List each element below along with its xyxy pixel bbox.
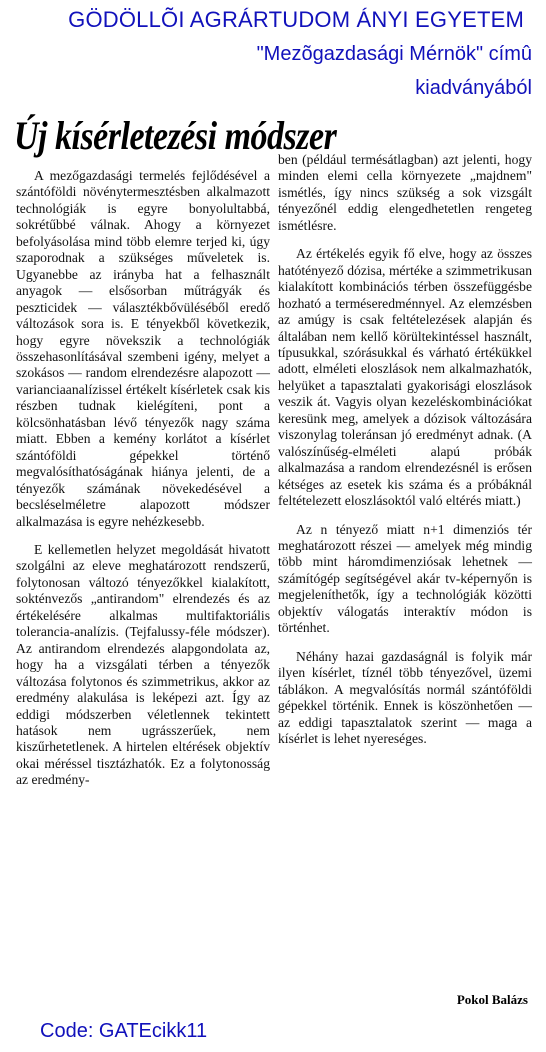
article-column-right (278, 152, 532, 747)
paragraph: E kellemetlen helyzet megoldását hivatott szolgálni az eleve meghatározott rendszerű, folytonosan változó tényezőkkel kialakított, sokténvezős „antirandom" elrendezés és az értékelésére alkalmas multifaktoriális tolerancia-analízis. (Tejfalussy-féle módszer). Az antirandom elrendezés alapgondolata az, hogy ha a vizsgálati térben a tényezők változása folytonos és szimmetrikus, akkor az eredmény alakulása is leképezi azt. Így az eddigi módszerben véletlennek tekintett hatások nem ugrásszerűek, nem kiszűrhetetlenek. A hirtelen eltérések objektív okai méréssel tisztázhatók. Ez a folytonosság az eredmény- (16, 541, 270, 788)
paragraph: A mezőgazdasági termelés fejlődésével a szántóföldi növénytermesztésben alkalmazott technológiák is egyre bonyolultabbá, sokrétűbbé válnak. Ahogy a környezet befolyásolása mind több elemre terjed ki, úgy szaporodnak a szükséges műveletek is. Ugyanebbe az irányba hat a felhasznált anyagok — elsősorban műtrágyák és peszticidek — választékbővüléséből eredő változások sora is. E tényekből következik, hogy egyre növekszik a technológiák összehasonlításával szembeni igény, melyet a szokásos — random elrendezésre alapozott — varianciaanalízissel értékelt kísérletek csak kis részben tudnak kielégíteni, pont a kölcsönhatásban lévő tényezők nagy száma miatt. Ebben a kemény korlátot a kísérlet szántóföldi gépekkel történő megvalósíthatóságának hiánya jelenti, de a tényezők számának növekedésével a becsléselméletre alapozott módszer alkalmazása is egyre nehézkesebb. (16, 168, 270, 529)
header-publication-title: "Mezõgazdasági Mérnök" címû (256, 43, 532, 65)
header-source-note: kiadványából (415, 77, 532, 99)
paragraph: Az értékelés egyik fő elve, hogy az összes hatótényező dózisa, mértéke a szimmetrikusan kialakított kombinációs térben összefüggésbe hozható a terméseredménnyel. Az elemzésben az amúgy is csak feltételezések alapján és általában nem kellő körültekintéssel használt, típusukkal, szórásukkal és várható értékükkel adott, elméleti eloszlások nem alkalmazhatók, helyüket a tapasztalati gyakorisági eloszlások veszik át. Vagyis olyan kezeléskombinációkat keresünk meg, amelyek a dózisok változására viszonylag toleránsan jó eredményt adnak. (A valószínűség-elméleti alapú próbák alkalmazása a random elrendezésnél is erősen kétséges az esetek kis száma és a próbáknál feltételezett eloszlásoktól való eltérés miatt.) (278, 246, 532, 509)
author-signature: Pokol Balázs (456, 992, 528, 1007)
paragraph: ben (például termésátlagban) azt jelenti, hogy minden elemi cella környezete „majdnem" ismétlés, így nincs szükség a sok vizsgált tényezőnél eddig elengedhetetlen rengeteg ismétlésre. (278, 152, 532, 233)
paragraph: Néhány hazai gazdaságnál is folyik már ilyen kísérlet, tíznél több tényezővel, üzemi táblákon. A megvalósítás normál szántóföldi gépekkel történik. Ennek is köszönhetően — az eddigi tapasztalatok szerint — maga a kísérlet is lehet nyereséges. (278, 648, 532, 746)
article-title: Új kísérletezési módszer (14, 114, 337, 159)
article-column-left (16, 168, 270, 789)
document-code: Code: GATEcikk11 (40, 1020, 208, 1042)
header-university-name: GÖDÖLLÕI AGRÁRTUDOM ÁNYI EGYETEM (68, 7, 524, 32)
paragraph: Az n tényező miatt n+1 dimenziós tér meghatározott részei — amelyek még mindig több mint háromdimenziósak lehetnek — számítógép segítségével akár tv-képernyőn is megjeleníthetők, így a technológiák közötti objektív válogatás interaktív módon is történhet. (278, 521, 532, 636)
